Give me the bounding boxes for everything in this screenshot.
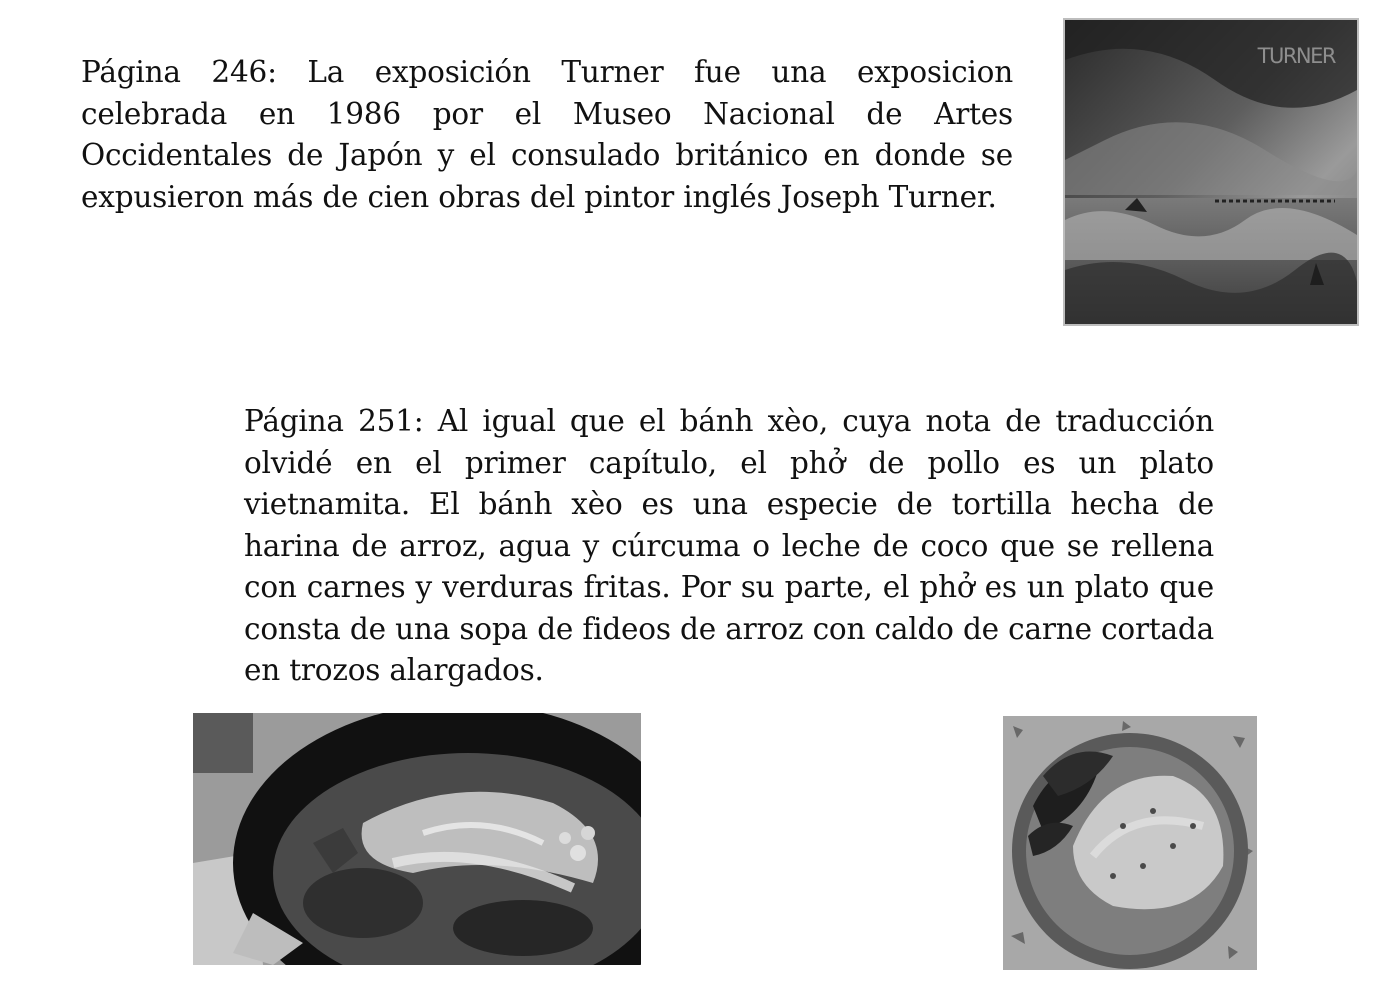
banh-xeo-plate-illustration: [1003, 716, 1257, 970]
translator-note-page-251: Página 251: Al igual que el bánh xèo, cuya nota de traducción olvidé en el primer capítulo, el phở de pollo es un plato vietnamita. El bánh xèo es una especie de tortilla hecha de harina de arroz, agua y cúrcuma o leche de coco que se rellena con carnes y verduras fritas. Por su parte, el phở es un plato que consta de una sopa de fideos de arroz con caldo de carne cortada en trozos alargados.: [244, 404, 1214, 687]
translator-note-page-246: Página 246: La exposición Turner fue una exposicion celebrada en 1986 por el Museo Nacional de Artes Occidentales de Japón y el consulado británico en donde se expusieron más de cien obras del pintor inglés Joseph Turner.: [81, 55, 1013, 214]
pho-bowl-illustration: [193, 713, 641, 965]
banh-xeo-photo: [1003, 716, 1257, 970]
cover-title: TURNER: [1257, 44, 1335, 68]
pho-soup-photo: [193, 713, 641, 965]
turner-exhibition-catalog-cover: [1063, 18, 1359, 326]
